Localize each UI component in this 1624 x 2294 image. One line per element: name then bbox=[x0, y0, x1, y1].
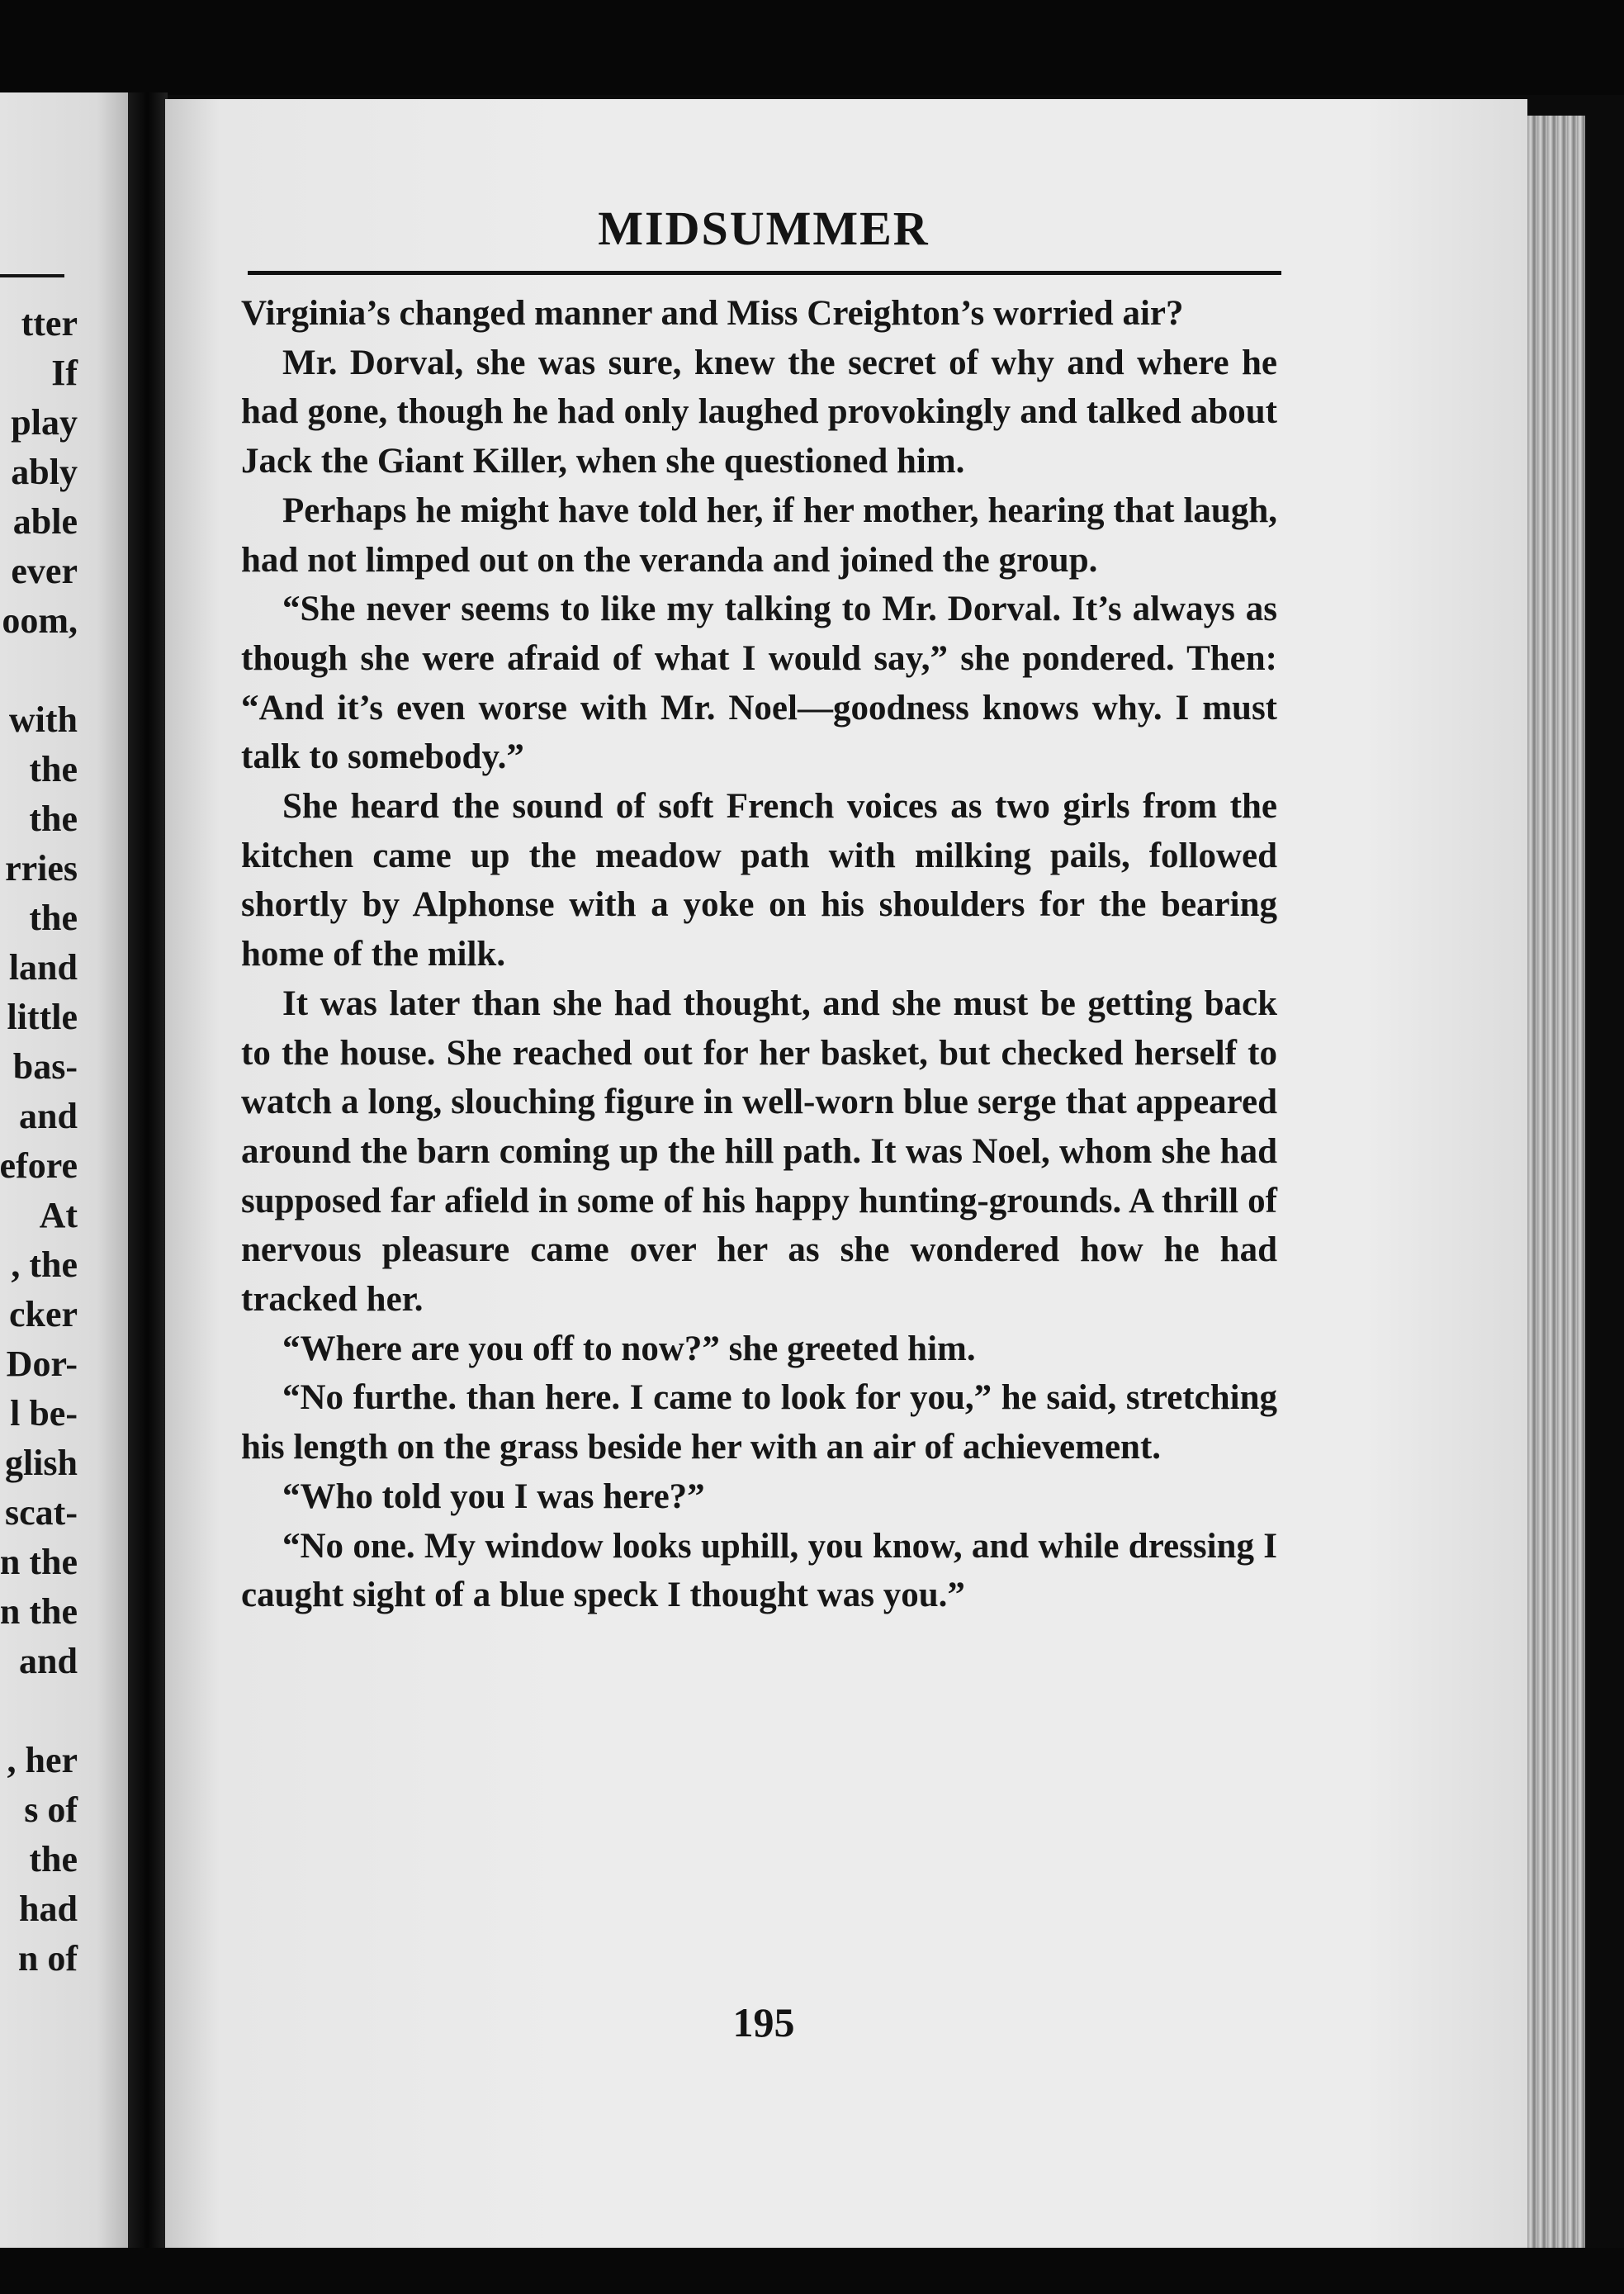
page-number: 195 bbox=[732, 1999, 795, 2045]
facing-page-fragment: n the bbox=[0, 1542, 78, 1582]
facing-page-fragment: l be- bbox=[10, 1393, 78, 1434]
paragraph: Mr. Dorval, she was sure, knew the secret of why and where he had gone, though he had only laughed provokingly and talked about Jack the Giant Killer, when she questioned him. bbox=[241, 343, 1277, 481]
paragraph: “She never seems to like my talking to Mr. Dorval. It’s always as though she were afraid of what I would say,” she pondered. Then: “And it’s even worse with Mr. Noel—goodness knows why. I must talk to somebody.” bbox=[241, 590, 1277, 777]
facing-page-fragment: scat- bbox=[5, 1492, 78, 1533]
paragraph: “Where are you off to now?” she greeted him. bbox=[282, 1329, 976, 1368]
facing-page-fragment: with bbox=[8, 699, 78, 740]
facing-page-fragment: the bbox=[29, 749, 78, 789]
body-text bbox=[241, 289, 1277, 1620]
paragraph: Virginia’s changed manner and Miss Creighton’s worried air? bbox=[241, 294, 1184, 333]
facing-page-fragment: the bbox=[29, 1839, 78, 1879]
facing-page-fragment: If bbox=[51, 353, 78, 393]
facing-page-fragment: tter bbox=[21, 303, 78, 344]
facing-page-fragment: and bbox=[19, 1641, 78, 1681]
paragraph: She heard the sound of soft French voices as two girls from the kitchen came up the meadow path with milking pails, followed shortly by Alphonse with a yoke on his shoulders for the bearing home of the milk. bbox=[241, 787, 1277, 974]
facing-page-fragment: land bbox=[8, 947, 78, 988]
facing-page-fragment: able bbox=[12, 501, 78, 542]
page-edge-stack bbox=[1527, 116, 1585, 2254]
facing-page-fragment: , the bbox=[11, 1244, 78, 1285]
facing-page-fragment: oom, bbox=[2, 600, 78, 641]
header-rule bbox=[248, 271, 1281, 275]
facing-page-fragment: Dor- bbox=[6, 1344, 78, 1384]
facing-page-fragment: little bbox=[7, 997, 78, 1037]
facing-page-fragment: bas- bbox=[12, 1046, 78, 1087]
paragraph: It was later than she had thought, and she must be getting back to the house. She reached out for her basket, but checked herself to watch a long, slouching figure in well-worn blue serge that appeared around the barn coming up the hill path. It was Noel, whom she had supposed far afield in some of his happy hunting-grounds. A thrill of nervous pleasure came over her as she wondered how he had tracked her. bbox=[241, 983, 1277, 1320]
facing-page-fragment: the bbox=[29, 898, 78, 938]
paragraph: “Who told you I was here?” bbox=[282, 1476, 705, 1516]
paragraph: “No one. My window looks uphill, you know, and while dressing I caught sight of a blue speck I thought was you.” bbox=[241, 1526, 1277, 1615]
paragraph: Perhaps he might have told her, if her mother, hearing that laugh, had not limped out on the veranda and joined the group. bbox=[241, 491, 1277, 580]
facing-page-fragment: s of bbox=[24, 1789, 78, 1830]
facing-page-fragment: and bbox=[19, 1096, 78, 1136]
facing-page-fragment: ably bbox=[11, 452, 78, 492]
book-gutter bbox=[128, 92, 168, 2248]
facing-page-fragment: play bbox=[11, 402, 78, 443]
facing-page bbox=[0, 92, 139, 2248]
scan-bottom-border bbox=[0, 2248, 1624, 2294]
facing-page-fragment: had bbox=[19, 1889, 78, 1929]
facing-page-fragment: n of bbox=[17, 1938, 78, 1979]
scan-top-border bbox=[0, 0, 1624, 95]
facing-page-fragment: ever bbox=[11, 551, 78, 591]
facing-page-fragment: efore bbox=[0, 1145, 78, 1186]
facing-page-fragment: cker bbox=[8, 1294, 78, 1334]
facing-page-fragment: rries bbox=[5, 848, 78, 889]
facing-page-fragment: At bbox=[39, 1195, 78, 1235]
facing-page-fragment: n the bbox=[0, 1591, 78, 1632]
running-title: MIDSUMMER bbox=[598, 201, 930, 255]
facing-page-fragment: , her bbox=[7, 1740, 78, 1780]
facing-page-fragment: the bbox=[29, 799, 78, 839]
facing-page-header-rule bbox=[0, 274, 64, 277]
facing-page-fragment: glish bbox=[4, 1443, 78, 1483]
paragraph: “No furthe. than here. I came to look for you,” he said, stretching his length on the grass beside her with an air of achievement. bbox=[241, 1378, 1277, 1467]
